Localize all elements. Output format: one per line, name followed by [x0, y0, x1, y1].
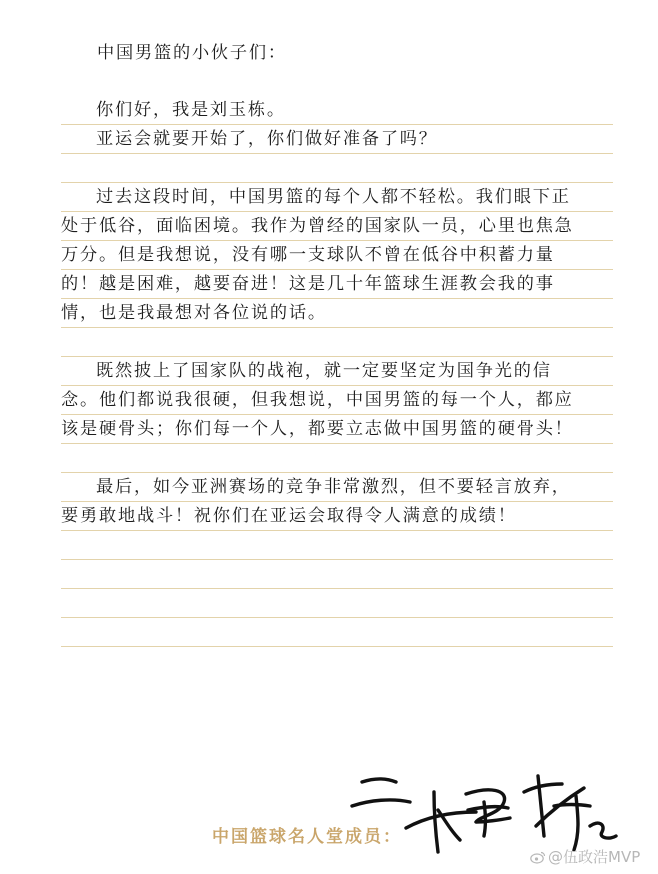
paragraph-line: 情，也是我最想对各位说的话。	[61, 303, 327, 323]
ruled-line	[61, 182, 613, 183]
ruled-line	[61, 617, 613, 618]
ruled-line	[61, 327, 613, 328]
ruled-line	[61, 124, 613, 125]
paragraph-line: 万分。但是我想说，没有哪一支球队不曾在低谷中积蓄力量	[61, 245, 555, 265]
paragraph-line: 念。他们都说我很硬，但我想说，中国男篮的每一个人，都应	[61, 390, 574, 410]
salutation: 中国男篮的小伙子们：	[97, 43, 287, 63]
ruled-line	[61, 443, 613, 444]
ruled-line	[61, 646, 613, 647]
paragraph-line: 最后，如今亚洲赛场的竞争非常激烈，但不要轻言放弃，	[96, 477, 571, 497]
weibo-icon	[530, 850, 546, 864]
ruled-line	[61, 211, 613, 212]
ruled-line	[61, 269, 613, 270]
ruled-line	[61, 356, 613, 357]
ruled-line	[61, 298, 613, 299]
ruled-line	[61, 472, 613, 473]
paragraph-line: 要勇敢地战斗！祝你们在亚运会取得令人满意的成绩！	[61, 506, 517, 526]
ruled-line	[61, 501, 613, 502]
paragraph-line: 处于低谷，面临困境。我作为曾经的国家队一员，心里也焦急	[61, 216, 574, 236]
ruled-line	[61, 240, 613, 241]
weibo-watermark	[530, 846, 640, 867]
ruled-line	[61, 385, 613, 386]
ruled-line	[61, 414, 613, 415]
paragraph-line: 既然披上了国家队的战袍，就一定要坚定为国争光的信	[96, 361, 552, 381]
ruled-line	[61, 153, 613, 154]
paragraph-line: 你们好，我是刘玉栋。	[96, 100, 286, 120]
paragraph-line: 的！越是困难，越要奋进！这是几十年篮球生涯教会我的事	[61, 274, 555, 294]
paragraph-line: 过去这段时间，中国男篮的每个人都不轻松。我们眼下正	[96, 187, 571, 207]
ruled-line	[61, 559, 613, 560]
paragraph-line: 亚运会就要开始了，你们做好准备了吗？	[96, 129, 438, 149]
watermark-text: @伍政浩MVP	[548, 848, 641, 866]
hall-of-fame-label: 中国篮球名人堂成员：	[212, 827, 402, 847]
paragraph-line: 该是硬骨头；你们每一个人，都要立志做中国男篮的硬骨头！	[61, 419, 574, 439]
ruled-line	[61, 530, 613, 531]
ruled-line	[61, 588, 613, 589]
